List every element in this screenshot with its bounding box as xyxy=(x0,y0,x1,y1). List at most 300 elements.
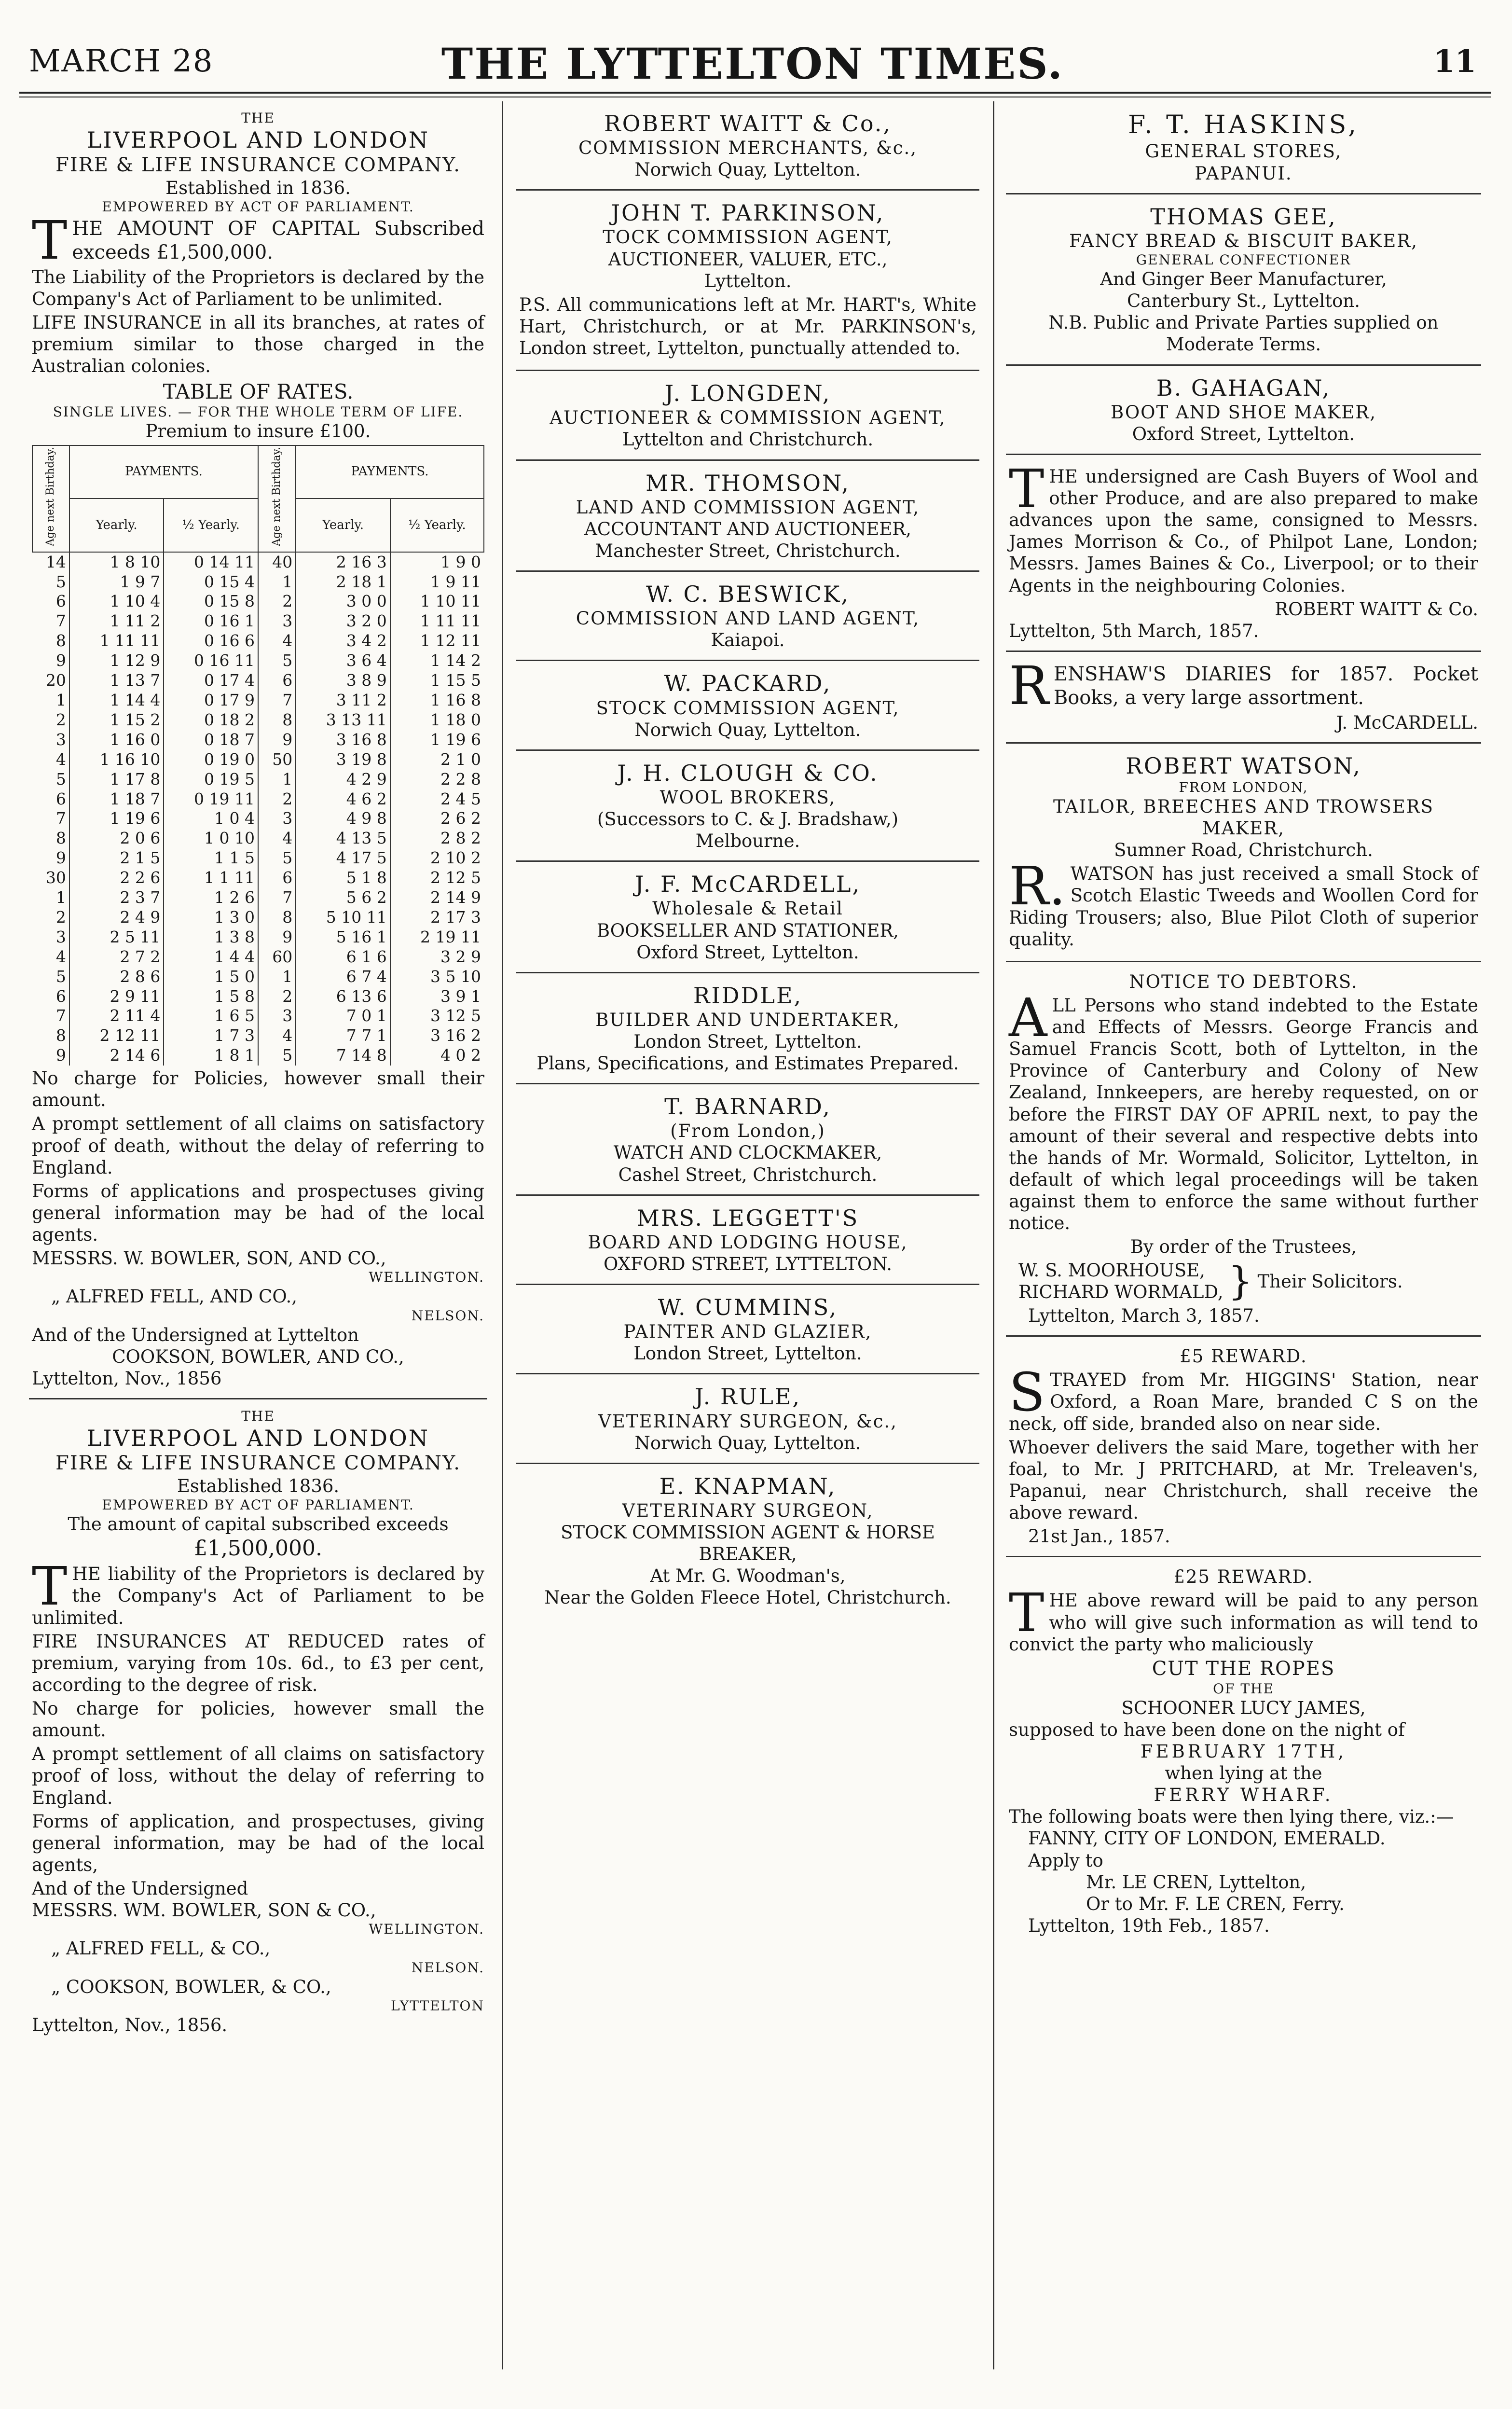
advertiser-name: F. T. HASKINS, xyxy=(1128,111,1359,139)
agent-lyttelton: COOKSON, BOWLER, AND CO., xyxy=(112,1346,404,1367)
rate-cell: 3 19 8 xyxy=(296,750,390,770)
rate-cell: 3 xyxy=(55,730,66,749)
advertiser-name: THOMAS GEE, xyxy=(1150,203,1337,230)
age-header: Age next Birthday. xyxy=(270,447,283,546)
rate-cell: 6 xyxy=(55,986,66,1006)
ad-five-pound-reward xyxy=(1006,1337,1481,1557)
undersigned: And of the Undersigned at Lyttelton xyxy=(32,1324,359,1345)
business-card-ad xyxy=(516,572,979,661)
rate-cell: 0 19 5 xyxy=(164,770,258,789)
empowered: EMPOWERED BY ACT OF PARLIAMENT. xyxy=(102,199,414,215)
notice-date: Lyttelton, 19th Feb., 1857. xyxy=(1028,1915,1270,1936)
rate-cell: 2 2 8 xyxy=(390,770,484,789)
rate-cell: 1 2 6 xyxy=(164,888,258,908)
notice-text: THE above reward will be paid to any person who will give such information as will tend to convict the party who maliciously xyxy=(1009,1582,1478,1655)
notice-text: supposed to have been done on the night of xyxy=(1009,1719,1405,1740)
ad-line: VETERINARY SURGEON, xyxy=(622,1500,874,1521)
forms-text: Forms of application, and prospectuses, giving general information, may be had of the local agents, xyxy=(32,1811,484,1875)
rate-cell: 0 16 1 xyxy=(164,611,258,631)
business-card-ad xyxy=(516,973,979,1084)
rate-cell: 0 16 11 xyxy=(164,651,258,671)
half-yearly-header: ½ Yearly. xyxy=(390,498,484,552)
rate-cell: 0 17 4 xyxy=(164,671,258,691)
empowered: EMPOWERED BY ACT OF PARLIAMENT. xyxy=(102,1497,414,1513)
business-card-ad xyxy=(516,751,979,862)
advertiser-name: RIDDLE, xyxy=(693,982,803,1009)
rate-cell: 0 18 2 xyxy=(164,710,258,730)
rate-cell: 2 8 6 xyxy=(69,967,164,987)
rate-row xyxy=(32,967,484,987)
ad-line: PAINTER AND GLAZIER, xyxy=(623,1321,872,1343)
rate-cell: 2 14 6 xyxy=(69,1046,164,1066)
liability-text: The Liability of the Proprietors is declared by the Company's Act of Parliament to be unlimited. xyxy=(32,266,484,310)
rate-cell: 9 xyxy=(55,651,66,670)
rate-cell: 2 4 5 xyxy=(390,789,484,809)
rate-cell: 1 xyxy=(55,888,66,907)
ad-line: At Mr. G. Woodman's, xyxy=(650,1565,846,1587)
rate-row xyxy=(32,770,484,789)
rate-cell: 7 7 1 xyxy=(296,1026,390,1046)
address: PAPANUI. xyxy=(1195,163,1292,184)
trade: TAILOR, BREECHES AND TROWSERS xyxy=(1053,796,1434,817)
rate-cell: 4 13 5 xyxy=(296,829,390,848)
column-rule-2 xyxy=(993,101,994,2369)
rate-cell: 2 14 9 xyxy=(390,888,484,908)
schooner-name: SCHOONER LUCY JAMES, xyxy=(1121,1697,1366,1718)
solicitor-name: W. S. MOORHOUSE, xyxy=(1018,1260,1205,1281)
business-card-ad xyxy=(516,1084,979,1195)
agent-lyttelton: „ COOKSON, BOWLER, & CO., xyxy=(51,1976,331,1997)
address: Canterbury St., Lyttelton. xyxy=(1127,291,1361,312)
rate-cell: 1 0 4 xyxy=(164,809,258,829)
rate-row xyxy=(32,730,484,750)
solicitors-label: Their Solicitors. xyxy=(1257,1271,1403,1292)
rate-cell: 5 xyxy=(258,848,296,868)
rate-cell: 3 2 0 xyxy=(296,611,390,631)
rate-cell: 1 3 8 xyxy=(164,928,258,947)
rate-cell: 1 5 0 xyxy=(164,967,258,987)
notice-text: R.WATSON has just received a small Stock of Scotch Elastic Tweeds and Woollen Cord for Riding Trousers; also, Blue Pilot Cloth of superior quality. xyxy=(1009,855,1478,950)
ad-line: Near the Golden Fleece Hotel, Christchurch. xyxy=(544,1587,951,1608)
rate-cell: 1 9 11 xyxy=(390,572,484,592)
rates-body xyxy=(32,552,484,1066)
rate-row xyxy=(32,829,484,848)
ad-line: AUCTIONEER, VALUER, ETC., xyxy=(608,249,888,270)
rate-cell: 0 18 7 xyxy=(164,730,258,750)
rate-cell: 1 15 5 xyxy=(390,671,484,691)
wharf-name: FERRY WHARF. xyxy=(1154,1785,1333,1806)
rate-cell: 1 11 2 xyxy=(69,611,164,631)
ad-gahagan xyxy=(1006,366,1481,455)
reward-of: OF THE xyxy=(1213,1680,1274,1697)
rate-cell: 2 5 11 xyxy=(69,928,164,947)
notice-text: THE undersigned are Cash Buyers of Wool and other Produce, and are also prepared to make advances upon the same, consigned to Messrs. James Morrison & Co., of Philpot Lane, London; Messrs. James Baines & Co., Liverpool; or to their Agents in the neighbouring Colonies. xyxy=(1009,457,1478,596)
rate-cell: 3 4 2 xyxy=(296,631,390,651)
business-card-ad xyxy=(516,661,979,750)
undersigned: And of the Undersigned xyxy=(32,1878,248,1899)
rate-cell: 5 xyxy=(55,769,66,789)
rate-cell: 3 12 5 xyxy=(390,1006,484,1026)
trade-sub: GENERAL CONFECTIONER xyxy=(1136,251,1351,268)
rate-cell: 2 xyxy=(55,907,66,927)
forms-text: Forms of applications and prospectuses giving general information may be had of the local agents. xyxy=(32,1180,484,1246)
rate-cell: 2 0 6 xyxy=(69,829,164,848)
rate-row xyxy=(32,1046,484,1066)
life-insurance-text: LIFE INSURANCE in all its branches, at rates of premium similar to those charged in the Australian colonies. xyxy=(32,312,484,377)
rate-cell: 4 xyxy=(55,947,66,966)
advertiser-name: ROBERT WATSON, xyxy=(1126,752,1361,779)
trade: FANCY BREAD & BISCUIT BAKER, xyxy=(1069,230,1418,251)
rate-cell: 1 9 7 xyxy=(69,572,164,592)
premium-note: Premium to insure £100. xyxy=(145,420,371,442)
ad-line: (Successors to C. & J. Bradshaw,) xyxy=(597,809,899,830)
ad-line: COMMISSION AND LAND AGENT, xyxy=(576,608,920,629)
established: Established in 1836. xyxy=(165,178,351,199)
rate-cell: 2 xyxy=(258,592,296,611)
no-charge-text: No charge for Policies, however small their amount. xyxy=(32,1068,484,1111)
rate-cell: 2 9 11 xyxy=(69,987,164,1007)
ad-thomas-gee xyxy=(1006,194,1481,366)
advertiser-name: J. RULE, xyxy=(694,1384,801,1410)
rate-cell: 8 xyxy=(258,908,296,928)
rate-cell: 2 3 7 xyxy=(69,888,164,908)
contact: Or to Mr. F. LE CREN, Ferry. xyxy=(1086,1893,1345,1914)
rate-cell: 2 4 9 xyxy=(69,908,164,928)
ad-line: Oxford Street, Lyttelton. xyxy=(636,941,859,963)
agent-place: WELLINGTON. xyxy=(369,1921,484,1938)
notice-title: NOTICE TO DEBTORS. xyxy=(1129,971,1358,992)
rate-cell: 8 xyxy=(55,829,66,848)
rates-table xyxy=(32,445,484,1066)
advertiser-name: MRS. LEGGETT'S xyxy=(636,1204,859,1231)
rate-cell: 0 16 6 xyxy=(164,631,258,651)
insurance-ad-1 xyxy=(29,101,487,1399)
ad-line: Melbourne. xyxy=(695,831,800,852)
company-name: LIVERPOOL AND LONDON xyxy=(86,127,430,153)
rate-row xyxy=(32,691,484,710)
rate-cell: 14 xyxy=(45,552,66,571)
rate-cell: 3 13 11 xyxy=(296,710,390,730)
rate-cell: 2 17 3 xyxy=(390,908,484,928)
rate-cell: 3 xyxy=(258,1006,296,1026)
ad-line: BUILDER AND UNDERTAKER, xyxy=(595,1009,900,1030)
agent-place: NELSON. xyxy=(411,1307,484,1324)
notice-text: when lying at the xyxy=(1165,1763,1322,1784)
rate-cell: 7 xyxy=(258,691,296,710)
note: N.B. Public and Private Parties supplied on Moderate Terms. xyxy=(1048,312,1439,355)
rate-row xyxy=(32,1026,484,1046)
notice-date: Lyttelton, March 3, 1857. xyxy=(1028,1305,1260,1327)
ad-the: THE xyxy=(241,1408,275,1425)
rate-cell: 1 5 8 xyxy=(164,987,258,1007)
rate-cell: 1 8 1 xyxy=(164,1046,258,1066)
rate-cell: 1 18 0 xyxy=(390,710,484,730)
ad-twenty-five-pound-reward xyxy=(1006,1557,1481,1945)
rate-cell: 0 19 0 xyxy=(164,750,258,770)
fire-insurance-text: FIRE INSURANCES AT REDUCED rates of premium, varying from 10s. 6d., to £3 per cent, according to the degree of risk. xyxy=(32,1631,484,1695)
ad-watson xyxy=(1006,744,1481,962)
notice-text: Whoever delivers the said Mare, together with her foal, to Mr. J PRITCHARD, at Mr. Treleaven's, Papanui, near Christchurch, shall receive the above reward. xyxy=(1009,1437,1478,1523)
advertiser-name: J. H. CLOUGH & CO. xyxy=(617,760,879,786)
ad-line: STOCK COMMISSION AGENT & HORSE BREAKER, xyxy=(561,1522,935,1565)
ad-line: Lyttelton. xyxy=(704,270,792,291)
prompt-settlement-text: A prompt settlement of all claims on satisfactory proof of death, without the delay of referring to England. xyxy=(32,1113,484,1178)
advertiser-name: JOHN T. PARKINSON, xyxy=(611,200,885,226)
ad-line: WOOL BROKERS, xyxy=(660,787,836,808)
rate-cell: 60 xyxy=(258,947,296,967)
reward-title: £5 REWARD. xyxy=(1180,1346,1307,1367)
trade-extra: And Ginger Beer Manufacturer, xyxy=(1100,269,1387,290)
trade: MAKER, xyxy=(1202,818,1285,839)
rate-cell: 5 16 1 xyxy=(296,928,390,947)
column-3 xyxy=(1006,101,1481,2369)
agent-nelson: „ ALFRED FELL, & CO., xyxy=(51,1938,271,1959)
rate-cell: 50 xyxy=(258,750,296,770)
rate-cell: 2 19 11 xyxy=(390,928,484,947)
company-subtitle: FIRE & LIFE INSURANCE COMPANY. xyxy=(55,154,461,177)
rate-cell: 1 11 11 xyxy=(69,631,164,651)
rate-cell: 5 xyxy=(55,572,66,591)
payments-header: PAYMENTS. xyxy=(69,445,258,498)
rate-cell: 4 xyxy=(258,631,296,651)
ad-line: Norwich Quay, Lyttelton. xyxy=(634,1432,861,1454)
rate-cell: 4 0 2 xyxy=(390,1046,484,1066)
rate-cell: 1 10 11 xyxy=(390,592,484,611)
rate-cell: 3 6 4 xyxy=(296,651,390,671)
agent-wellington: MESSRS. W. BOWLER, SON, AND CO., xyxy=(32,1248,386,1269)
rate-cell: 1 14 2 xyxy=(390,651,484,671)
rate-cell: 2 18 1 xyxy=(296,572,390,592)
ad-line: Wholesale & Retail xyxy=(652,898,843,919)
rate-cell: 3 9 1 xyxy=(390,987,484,1007)
business-card-ad xyxy=(516,1464,979,1618)
ad-line: BOARD AND LODGING HOUSE, xyxy=(588,1232,908,1253)
rate-row xyxy=(32,592,484,611)
rate-cell: 7 0 1 xyxy=(296,1006,390,1026)
column-1 xyxy=(29,101,487,2369)
ad-note: P.S. All communications left at Mr. HART's, White Hart, Christchurch, or at Mr. PARKINSON's, London street, Lyttelton, punctually attended to. xyxy=(519,294,976,359)
rate-cell: 3 xyxy=(258,809,296,829)
rate-cell: 1 19 6 xyxy=(390,730,484,750)
rate-cell: 1 18 7 xyxy=(69,789,164,809)
rate-cell: 5 xyxy=(258,1046,296,1066)
rate-cell: 1 12 9 xyxy=(69,651,164,671)
rate-row xyxy=(32,947,484,967)
rate-cell: 1 4 4 xyxy=(164,947,258,967)
rate-cell: 3 2 9 xyxy=(390,947,484,967)
advertiser-name: W. PACKARD, xyxy=(664,670,832,697)
ad-line: Manchester Street, Christchurch. xyxy=(595,540,901,561)
rate-cell: 9 xyxy=(258,730,296,750)
rate-cell: 4 9 8 xyxy=(296,809,390,829)
rate-cell: 4 17 5 xyxy=(296,848,390,868)
rate-cell: 2 xyxy=(55,710,66,729)
rate-cell: 7 14 8 xyxy=(296,1046,390,1066)
rate-cell: 7 xyxy=(55,1006,66,1025)
ad-notice-to-debtors xyxy=(1006,962,1481,1337)
rate-cell: 3 16 2 xyxy=(390,1026,484,1046)
capital-text: The amount of capital subscribed exceeds xyxy=(68,1514,449,1535)
rate-row xyxy=(32,552,484,572)
advertiser-name: J. LONGDEN, xyxy=(664,380,831,407)
liability-text: THE liability of the Proprietors is declared by the Company's Act of Parliament to be unlimited. xyxy=(32,1555,484,1628)
ad-line: WATCH AND CLOCKMAKER, xyxy=(613,1142,882,1163)
rate-cell: 2 1 5 xyxy=(69,848,164,868)
ad-line: Kaiapoi. xyxy=(711,630,785,651)
rate-cell: 5 xyxy=(258,651,296,671)
rate-cell: 0 15 8 xyxy=(164,592,258,611)
apply-line: Apply to xyxy=(1028,1850,1103,1871)
rate-cell: 8 xyxy=(258,710,296,730)
rate-row xyxy=(32,908,484,928)
ad-haskins xyxy=(1006,101,1481,194)
ad-line: Norwich Quay, Lyttelton. xyxy=(634,719,861,740)
rate-cell: 3 5 10 xyxy=(390,967,484,987)
reward-title: £25 REWARD. xyxy=(1173,1566,1314,1588)
advertiser-name: MR. THOMSON, xyxy=(646,470,850,496)
rate-row xyxy=(32,848,484,868)
rate-cell: 1 10 4 xyxy=(69,592,164,611)
rate-cell: 1 0 10 xyxy=(164,829,258,848)
rate-row xyxy=(32,868,484,888)
rate-cell: 1 11 11 xyxy=(390,611,484,631)
solicitor-name: RICHARD WORMALD, xyxy=(1018,1282,1223,1303)
established: Established 1836. xyxy=(177,1476,340,1497)
solicitors xyxy=(1009,1258,1478,1305)
page-number: 11 xyxy=(1433,43,1476,80)
ad-line: OXFORD STREET, LYTTELTON. xyxy=(604,1253,892,1274)
advertiser-name: W. CUMMINS, xyxy=(658,1294,838,1321)
ad-renshaw xyxy=(1006,652,1481,744)
notice-date: 21st Jan., 1857. xyxy=(1028,1526,1170,1547)
rate-cell: 1 19 6 xyxy=(69,809,164,829)
notice-text: ALL Persons who stand indebted to the Estate and Effects of Messrs. George Francis and Samuel Francis Scott, both of Lyttelton, in the Province of Canterbury and Colony of New Zealand, Innkeepers, are hereby requested, on or before the FIRST DAY OF APRIL next, to pay the amount of their several and respective debts into the hands of Mr. Wormald, Solicitor, Lyttelton, in default of which legal proceedings will be taken against them to enforce the same without further notice. xyxy=(1009,986,1478,1234)
brace-icon: } xyxy=(1228,1259,1253,1304)
rate-cell: 1 xyxy=(258,967,296,987)
rate-cell: 2 12 5 xyxy=(390,868,484,888)
rate-cell: 2 xyxy=(258,789,296,809)
boat-names: FANNY, CITY OF LONDON, EMERALD. xyxy=(1028,1828,1386,1849)
contact: Mr. LE CREN, Lyttelton, xyxy=(1086,1871,1306,1893)
rate-cell: 7 xyxy=(55,611,66,631)
rate-cell: 0 15 4 xyxy=(164,572,258,592)
rate-row xyxy=(32,987,484,1007)
half-yearly-header: ½ Yearly. xyxy=(164,498,258,552)
rate-cell: 1 3 0 xyxy=(164,908,258,928)
newspaper-title: THE LYTTELTON TIMES. xyxy=(441,39,1064,89)
rate-cell: 2 11 4 xyxy=(69,1006,164,1026)
rate-row xyxy=(32,611,484,631)
rate-row xyxy=(32,651,484,671)
rate-cell: 4 xyxy=(258,1026,296,1046)
rate-cell: 0 19 11 xyxy=(164,789,258,809)
advertiser-name: J. F. McCARDELL, xyxy=(634,871,861,898)
ad-line: AUCTIONEER & COMMISSION AGENT, xyxy=(550,407,946,429)
ad-line: BOOKSELLER AND STATIONER, xyxy=(596,920,899,941)
masthead-rule xyxy=(19,92,1491,97)
rate-cell: 7 xyxy=(55,809,66,828)
rate-cell: 4 xyxy=(258,829,296,848)
rate-row xyxy=(32,750,484,770)
insurance-ad-2 xyxy=(29,1399,487,2045)
agent-wellington: MESSRS. WM. BOWLER, SON & CO., xyxy=(32,1900,376,1921)
business-card-ad xyxy=(516,1196,979,1285)
ad-line: Cashel Street, Christchurch. xyxy=(618,1164,878,1185)
rate-cell: 2 12 11 xyxy=(69,1026,164,1046)
masthead xyxy=(29,39,1476,97)
business-card-ad xyxy=(516,371,979,460)
business-card-ad xyxy=(516,1374,979,1464)
rate-cell: 1 9 0 xyxy=(390,552,484,572)
rate-cell: 6 1 6 xyxy=(296,947,390,967)
agent-place: LYTTELTON xyxy=(390,1997,484,2014)
rate-cell: 4 xyxy=(55,749,66,769)
advertiser-name: B. GAHAGAN, xyxy=(1156,374,1331,401)
rate-cell: 40 xyxy=(258,552,296,572)
single-lives: SINGLE LIVES. — FOR THE WHOLE TERM OF LIFE. xyxy=(53,403,464,420)
notice-text: The following boats were then lying there, viz.:— xyxy=(1009,1806,1454,1828)
rate-cell: 1 16 8 xyxy=(390,691,484,710)
yearly-header: Yearly. xyxy=(296,498,390,552)
reward-date: FEBRUARY 17TH, xyxy=(1140,1741,1347,1762)
company-subtitle: FIRE & LIFE INSURANCE COMPANY. xyxy=(55,1452,461,1475)
rate-row xyxy=(32,789,484,809)
business-card-ad xyxy=(516,862,979,973)
business-card-ad xyxy=(516,461,979,572)
rate-cell: 0 14 11 xyxy=(164,552,258,572)
rate-row xyxy=(32,572,484,592)
ad-line: ACCOUNTANT AND AUCTIONEER, xyxy=(584,518,911,540)
advertiser-name: ROBERT WAITT & Co., xyxy=(604,111,892,137)
masthead-date: MARCH 28 xyxy=(29,43,214,79)
ad-line: TOCK COMMISSION AGENT, xyxy=(603,227,893,248)
rate-cell: 3 0 0 xyxy=(296,592,390,611)
rate-cell: 2 6 2 xyxy=(390,809,484,829)
agent-nelson: „ ALFRED FELL, AND CO., xyxy=(51,1286,298,1307)
business-card-ad xyxy=(516,191,979,371)
rate-cell: 5 1 8 xyxy=(296,868,390,888)
ad-line: COMMISSION MERCHANTS, &c., xyxy=(578,138,917,159)
rate-row xyxy=(32,928,484,947)
rate-cell: 1 xyxy=(258,572,296,592)
ad-line: London Street, Lyttelton. xyxy=(633,1031,862,1052)
ad-line: Norwich Quay, Lyttelton. xyxy=(634,159,861,180)
rate-cell: 1 xyxy=(55,690,66,709)
table-title: TABLE OF RATES. xyxy=(163,379,354,403)
rate-cell: 5 10 11 xyxy=(296,908,390,928)
no-charge-text: No charge for policies, however small the amount. xyxy=(32,1698,484,1741)
notice-text: STRAYED from Mr. HIGGINS' Station, near Oxford, a Roan Mare, branded C S on the neck, off side, branded also on near side. xyxy=(1009,1361,1478,1434)
trade: GENERAL STORES, xyxy=(1145,141,1342,162)
rate-cell: 4 2 9 xyxy=(296,770,390,789)
rate-cell: 2 7 2 xyxy=(69,947,164,967)
trade: BOOT AND SHOE MAKER, xyxy=(1110,402,1377,423)
ad-the: THE xyxy=(241,110,275,126)
rate-cell: 1 15 2 xyxy=(69,710,164,730)
rate-cell: 1 xyxy=(258,770,296,789)
advertiser-name: T. BARNARD, xyxy=(664,1094,831,1120)
column-2 xyxy=(516,101,979,2369)
rate-cell: 3 16 8 xyxy=(296,730,390,750)
rate-cell: 9 xyxy=(55,848,66,868)
rate-cell: 1 16 0 xyxy=(69,730,164,750)
rate-cell: 8 xyxy=(55,631,66,651)
notice-text: RENSHAW'S DIARIES for 1857. Pocket Books, a very large assortment. xyxy=(1009,654,1478,717)
rate-cell: 6 xyxy=(258,868,296,888)
ad-waitt-wool xyxy=(1006,455,1481,652)
ad-line: Plans, Specifications, and Estimates Prepared. xyxy=(536,1053,959,1074)
rate-cell: 9 xyxy=(258,928,296,947)
